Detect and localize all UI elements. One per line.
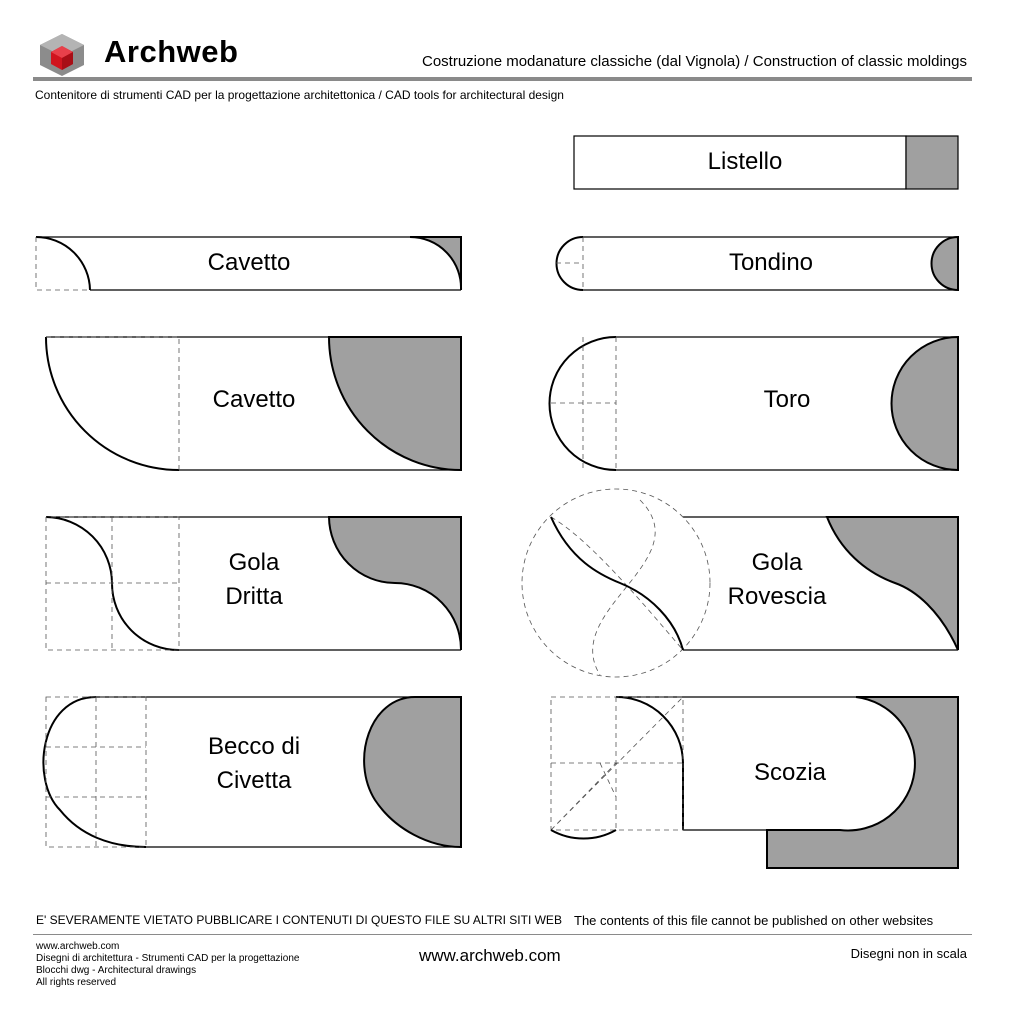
toro-label: Toro — [763, 386, 811, 413]
warning-italian: E' SEVERAMENTE VIETATO PUBBLICARE I CONTENUTI DI QUESTO FILE SU ALTRI SITI WEB — [36, 913, 562, 927]
brand-name: Archweb — [104, 34, 239, 69]
footer-line-3: Blocchi dwg - Architectural drawings — [36, 965, 197, 976]
footer-line-2: Disegni di architettura - Strumenti CAD per la progettazione — [36, 953, 300, 964]
warning-english: The contents of this file cannot be published on other websites — [574, 913, 934, 928]
becco-label-line2: Civetta — [216, 767, 292, 794]
gola-rovescia-label-line2: Rovescia — [727, 583, 827, 610]
scale-note: Disegni non in scala — [850, 946, 967, 961]
scozia-label: Scozia — [753, 759, 827, 786]
cavetto-large-label: Cavetto — [212, 386, 296, 413]
gola-dritta-label-line1: Gola — [228, 549, 280, 576]
gola-rovescia-label-line1: Gola — [751, 549, 803, 576]
footer-line-4: All rights reserved — [36, 977, 117, 988]
tondino-label: Tondino — [728, 249, 814, 276]
listello-label: Listello — [707, 148, 783, 175]
cavetto-large-molding — [46, 337, 461, 470]
cavetto-small-molding — [36, 237, 461, 290]
footer-line-1: www.archweb.com — [36, 941, 120, 952]
gola-rovescia-molding — [522, 489, 958, 677]
toro-molding — [550, 337, 959, 470]
website-link[interactable]: www.archweb.com — [419, 946, 561, 965]
gola-dritta-molding — [46, 517, 461, 650]
drawing-title: Costruzione modanature classiche (dal Vignola) / Construction of classic moldings — [422, 53, 967, 70]
becco-label-line1: Becco di — [207, 733, 301, 760]
becco-di-civetta-molding — [43, 697, 461, 847]
footer-divider — [33, 934, 972, 935]
gola-dritta-label-line2: Dritta — [225, 583, 283, 610]
cavetto-small-label: Cavetto — [207, 249, 291, 276]
tondino-molding — [556, 237, 958, 290]
scozia-molding — [551, 697, 958, 868]
tagline: Contenitore di strumenti CAD per la progettazione architettonica / CAD tools for architectural design — [35, 88, 564, 102]
listello-molding — [574, 136, 958, 189]
